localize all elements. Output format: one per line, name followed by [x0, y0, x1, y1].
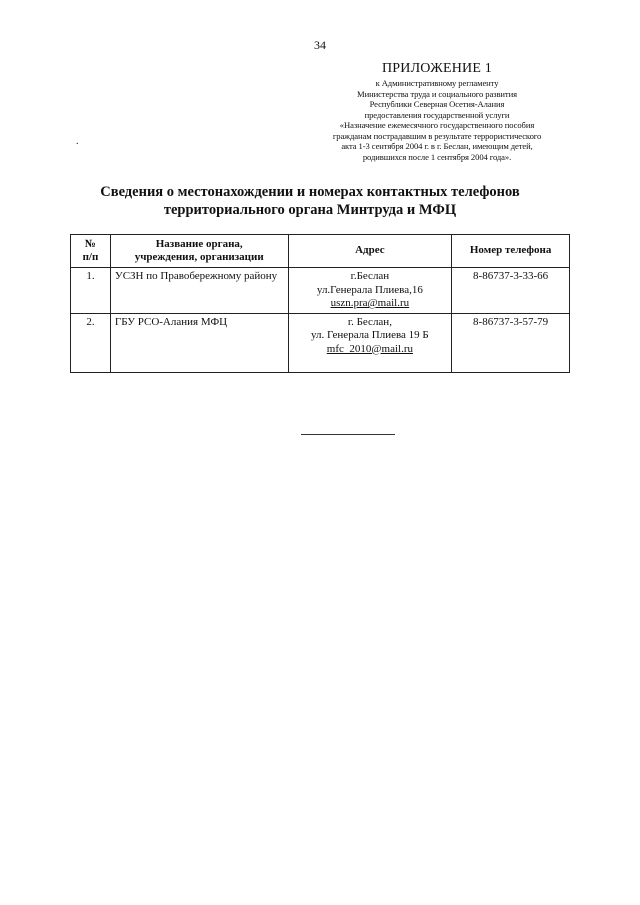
header-num-line1: №: [84, 237, 96, 250]
appendix-line: акта 1-3 сентября 2004 г. в г. Беслан, имеющим детей,: [341, 141, 533, 151]
header-name-line2: учреждения, организации: [134, 251, 264, 263]
stray-mark: .: [76, 136, 79, 147]
row-address: [288, 313, 452, 372]
closing-rule: [301, 434, 395, 435]
row-phone: 8-86737-3-57-79: [452, 313, 570, 372]
row-org-name: ГБУ РСО-Алания МФЦ: [110, 313, 288, 372]
appendix-line: к Административному регламенту: [375, 78, 499, 88]
appendix-line: Республики Северная Осетия-Алания: [369, 99, 505, 109]
document-title: [60, 183, 560, 219]
header-name-line1: Название органа,: [155, 237, 243, 250]
title-line: территориального органа Минтруда и МФЦ: [163, 202, 457, 218]
appendix-block: [296, 60, 578, 162]
header-num: [71, 235, 111, 268]
appendix-line: предоставления государственной услуги: [364, 109, 510, 120]
header-num-line2: п/п: [82, 251, 99, 263]
address-street: ул.Генерала Плиева,16: [316, 283, 423, 296]
email-link[interactable]: mfc_2010@mail.ru: [326, 342, 413, 355]
table-row: [71, 268, 570, 314]
appendix-line: гражданам пострадавшим в результате террористического: [332, 130, 542, 141]
header-phone: Номер телефона: [452, 235, 570, 268]
appendix-line: «Назначение ежемесячного государственного пособия: [339, 120, 535, 130]
address-street: ул. Генерала Плиева 19 Б: [311, 329, 429, 341]
row-address: [288, 268, 452, 314]
appendix-line: родившихся после 1 сентября 2004 года».: [362, 151, 512, 162]
page-number: 34: [314, 38, 326, 52]
table-row: [71, 313, 570, 372]
contacts-table: [70, 234, 570, 373]
appendix-heading: ПРИЛОЖЕНИЕ 1: [381, 61, 493, 76]
email-link[interactable]: uszn.pra@mail.ru: [330, 297, 410, 309]
title-line: Сведения о местонахождении и номерах контактных телефонов: [100, 184, 520, 200]
row-phone: 8-86737-3-33-66: [452, 268, 570, 314]
header-name: [110, 235, 288, 268]
row-num: 2.: [71, 313, 111, 372]
row-num: 1.: [71, 268, 111, 314]
row-org-name: УСЗН по Правобережному району: [110, 268, 288, 314]
header-address: Адрес: [288, 235, 452, 268]
appendix-line: Министерства труда и социального развития: [357, 88, 517, 99]
address-city: г. Беслан,: [347, 315, 392, 328]
table-header-row: [71, 235, 570, 268]
address-city: г.Беслан: [350, 270, 390, 282]
